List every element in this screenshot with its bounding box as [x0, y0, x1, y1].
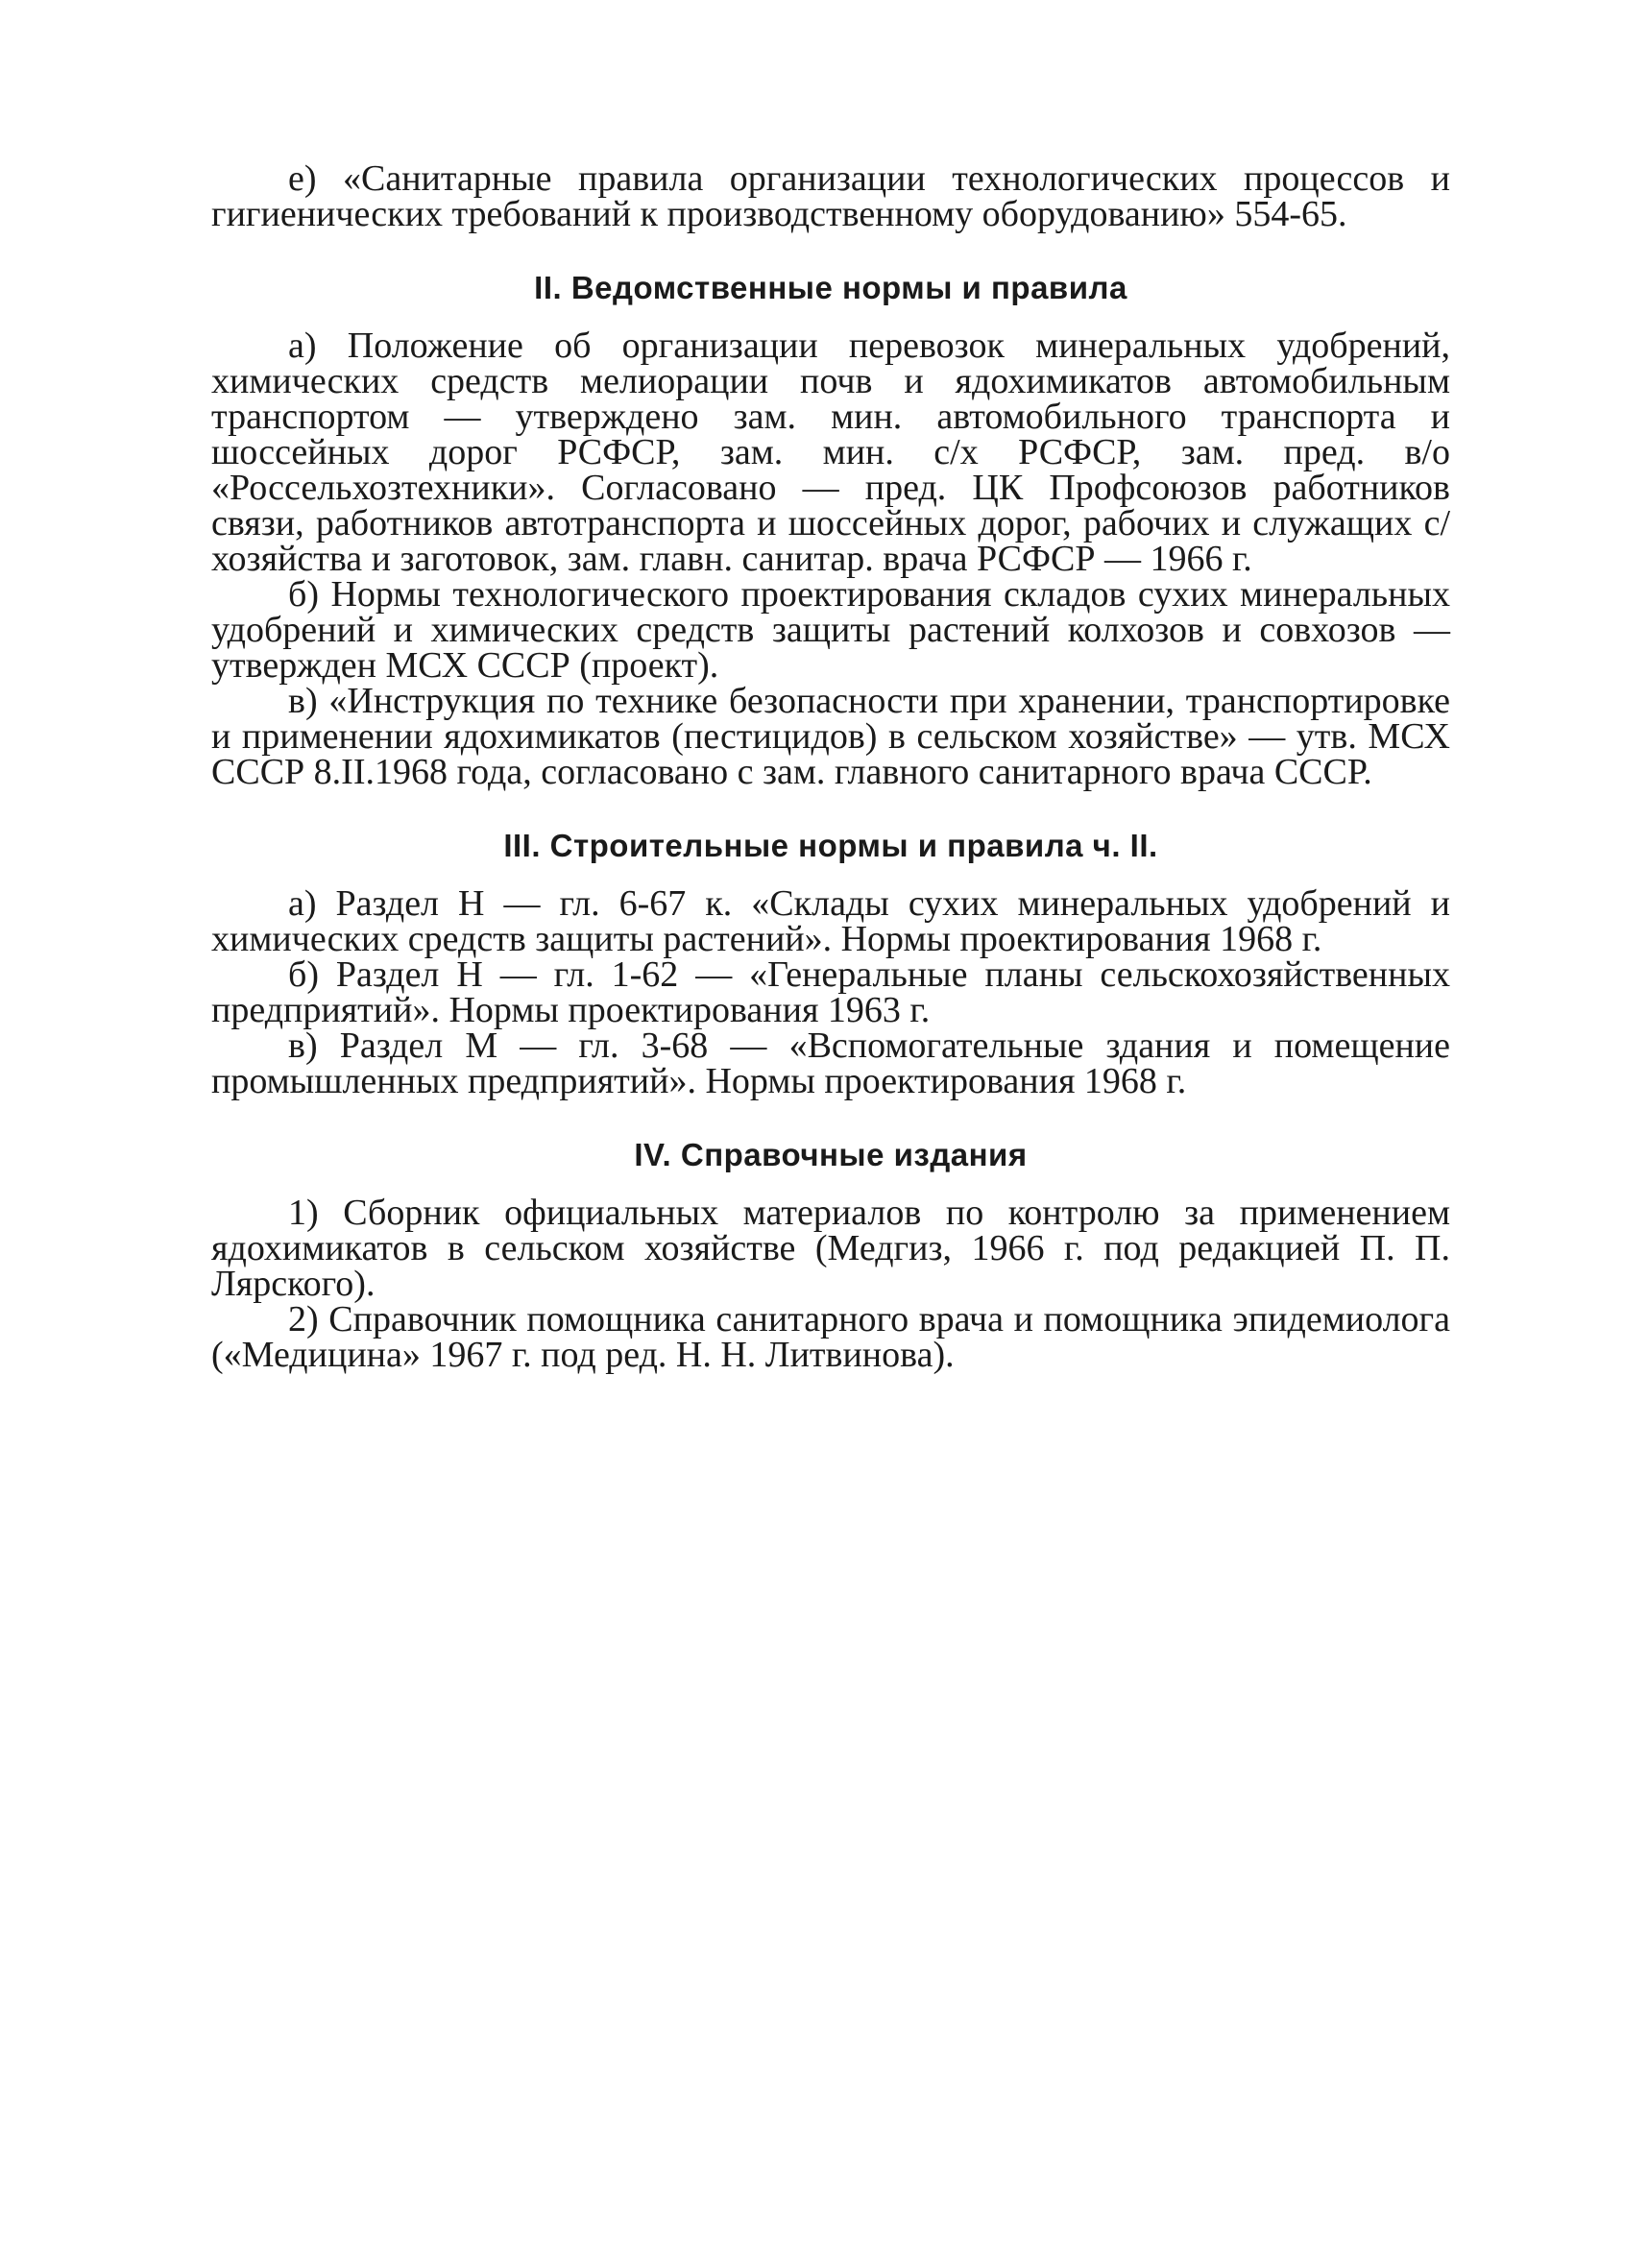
- list-item: 1) Сборник официальных материалов по контролю за применением ядохимикатов в сельском хозяйстве (Медгиз, 1966 г. под редакцией П. П. Лярского).: [211, 1193, 1450, 1304]
- intro-paragraph: е) «Санитарные правила организации технологических процессов и гигиенических требований к производственному оборудованию» 554-65.: [211, 158, 1450, 234]
- list-item: а) Раздел Н — гл. 6-67 к. «Склады сухих минеральных удобрений и химических средств защиты растений». Нормы проектирования 1968 г.: [211, 883, 1450, 959]
- section-heading: IV. Справочные издания: [634, 1137, 1028, 1172]
- list-item: в) Раздел М — гл. 3-68 — «Вспомогательные здания и помещение промышленных предприятий». Нормы проектирования 1968 г.: [211, 1025, 1450, 1101]
- document-page: [211, 158, 1450, 1398]
- section-departmental-norms: [211, 269, 1450, 790]
- list-item: б) Нормы технологического проектирования складов сухих минеральных удобрений и химических средств защиты растений колхозов и совхозов — утвержден МСХ СССР (проект).: [211, 574, 1450, 686]
- section-reference-publications: [211, 1136, 1450, 1373]
- list-item: б) Раздел Н — гл. 1-62 — «Генеральные планы сельскохозяйственных предприятий». Нормы проектирования 1963 г.: [211, 954, 1450, 1030]
- section-heading: II. Ведомственные нормы и правила: [534, 270, 1127, 305]
- section-building-norms: [211, 827, 1450, 1099]
- section-heading: III. Строительные нормы и правила ч. II.: [503, 828, 1158, 863]
- list-item: в) «Инструкция по технике безопасности при хранении, транспортировке и применении ядохимикатов (пестицидов) в сельском хозяйстве» — утв. МСХ СССР 8.II.1968 года, согласовано с зам. главного санитарного врача СССР.: [211, 681, 1450, 792]
- list-item: 2) Справочник помощника санитарного врача и помощника эпидемиолога («Медицина» 1967 г. под ред. Н. Н. Литвинова).: [211, 1299, 1450, 1375]
- list-item: а) Положение об организации перевозок минеральных удобрений, химических средств мелиорации почв и ядохимикатов автомобильным транспортом — утверждено зам. мин. автомобильного транспорта и шоссейных дорог РСФСР, зам. мин. с/х РСФСР, зам. пред. в/о «Россельхозтехники». Согласовано — пред. ЦК Профсоюзов работников связи, работников автотранспорта и шоссейных дорог, рабочих и служащих с/хозяйства и заготовок, зам. главн. санитар. врача РСФСР — 1966 г.: [211, 326, 1450, 579]
